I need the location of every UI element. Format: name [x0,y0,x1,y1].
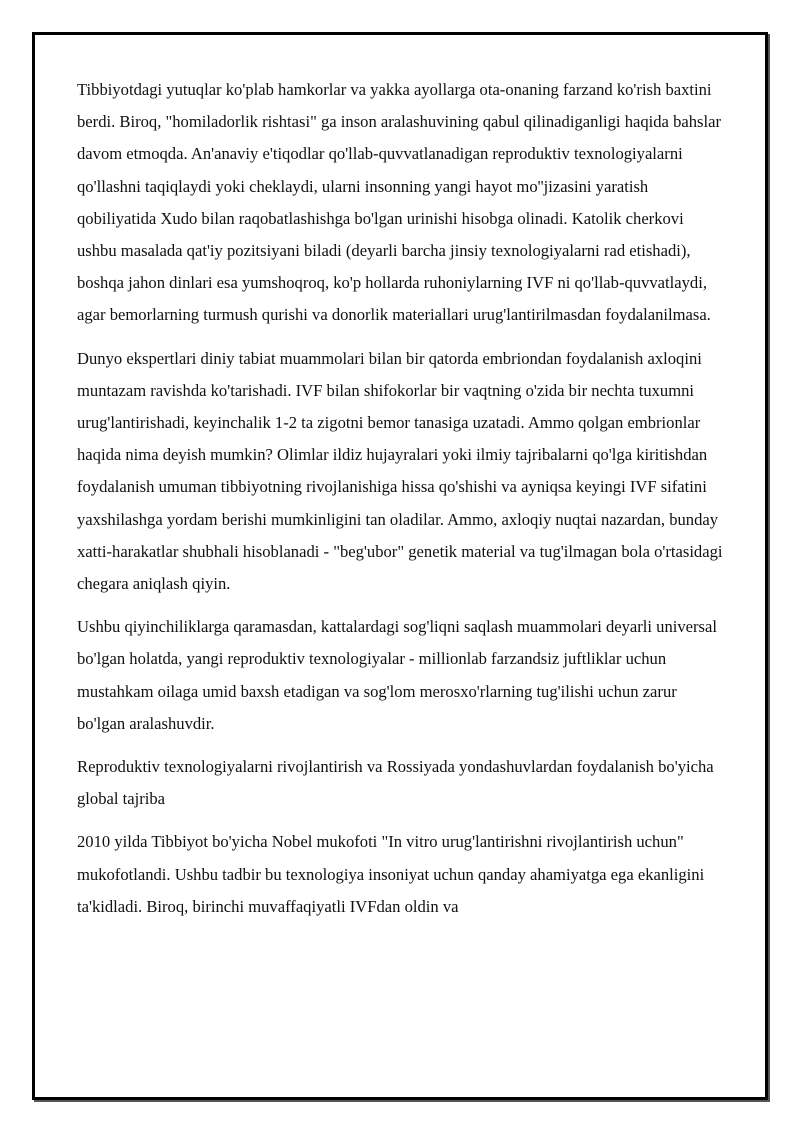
section-heading: Reproduktiv texnologiyalarni rivojlantirish va Rossiyada yondashuvlardan foydalanish bo'yicha global tajriba [77,757,714,809]
paragraph-2: Dunyo ekspertlari diniy tabiat muammolari bilan bir qatorda embriondan foydalanish axloqini muntazam ravishda ko'tarishadi. IVF bilan shifokorlar bir vaqtning o'zida bir nechta tuxumni urug'lantirishadi, keyinchalik 1-2 ta zigotni bemor tanasiga uzatadi. Ammo qolgan embrionlar haqida nima deyish mumkin? Olimlar ildiz hujayralari yoki ilmiy tajribalarni qo'lga kiritishdan foydalanish umuman tibbiyotning rivojlanishiga hissa qo'shishi va ayniqsa keyingi IVF sifatini yaxshilashga yordam berishi mumkinligini tan oladilar. Ammo, axloqiy nuqtai nazardan, bunday xatti-harakatlar shubhali hisoblanadi - "beg'ubor" genetik material va tug'ilmagan bola o'rtasidagi chegara aniqlash qiyin. [77,348,723,594]
paragraph-4: 2010 yilda Tibbiyot bo'yicha Nobel mukofoti "In vitro urug'lantirishni rivojlantirish uchun" mukofotlandi. Ushbu tadbir bu texnologiya insoniyat uchun qanday ahamiyatga ega ekanligini ta'kidladi. Biroq, birinchi muvaffaqiyatli IVFdan oldin va [77,832,705,916]
paragraph-1: Tibbiyotdagi yutuqlar ko'plab hamkorlar va yakka ayollarga ota-onaning farzand ko'rish baxtini berdi. Biroq, "homiladorlik rishtasi" ga inson aralashuvining qabul qilinadiganligi haqida bahslar davom etmoqda. An'anaviy e'tiqodlar qo'llab-quvvatlanadigan reproduktiv texnologiyalarni qo'llashni taqiqlaydi yoki cheklaydi, ularni insonning yangi hayot mo''jizasini yaratish qobiliyatida Xudo bilan raqobatlashishga bo'lgan urinishi hisobga olinadi. Katolik cherkovi ushbu masalada qat'iy pozitsiyani biladi (deyarli barcha jinsiy texnologiyalarni rad etishadi), boshqa jahon dinlari esa yumshoqroq, ko'p hollarda ruhoniylarning IVF ni qo'llab-quvvatlaydi, agar bemorlarning turmush qurishi va donorlik materiallari urug'lantirilmasdan foydalanilmasa. [77,80,721,325]
paragraph-3: Ushbu qiyinchiliklarga qaramasdan, kattalardagi sog'liqni saqlash muammolari deyarli universal bo'lgan holatda, yangi reproduktiv texnologiyalar - millionlab farzandsiz juftliklar uchun mustahkam oilaga umid baxsh etadigan va sog'lom merosxo'rlarning tug'ilishi uchun zarur bo'lgan aralashuvdir. [77,617,717,733]
document-body [77,74,725,934]
